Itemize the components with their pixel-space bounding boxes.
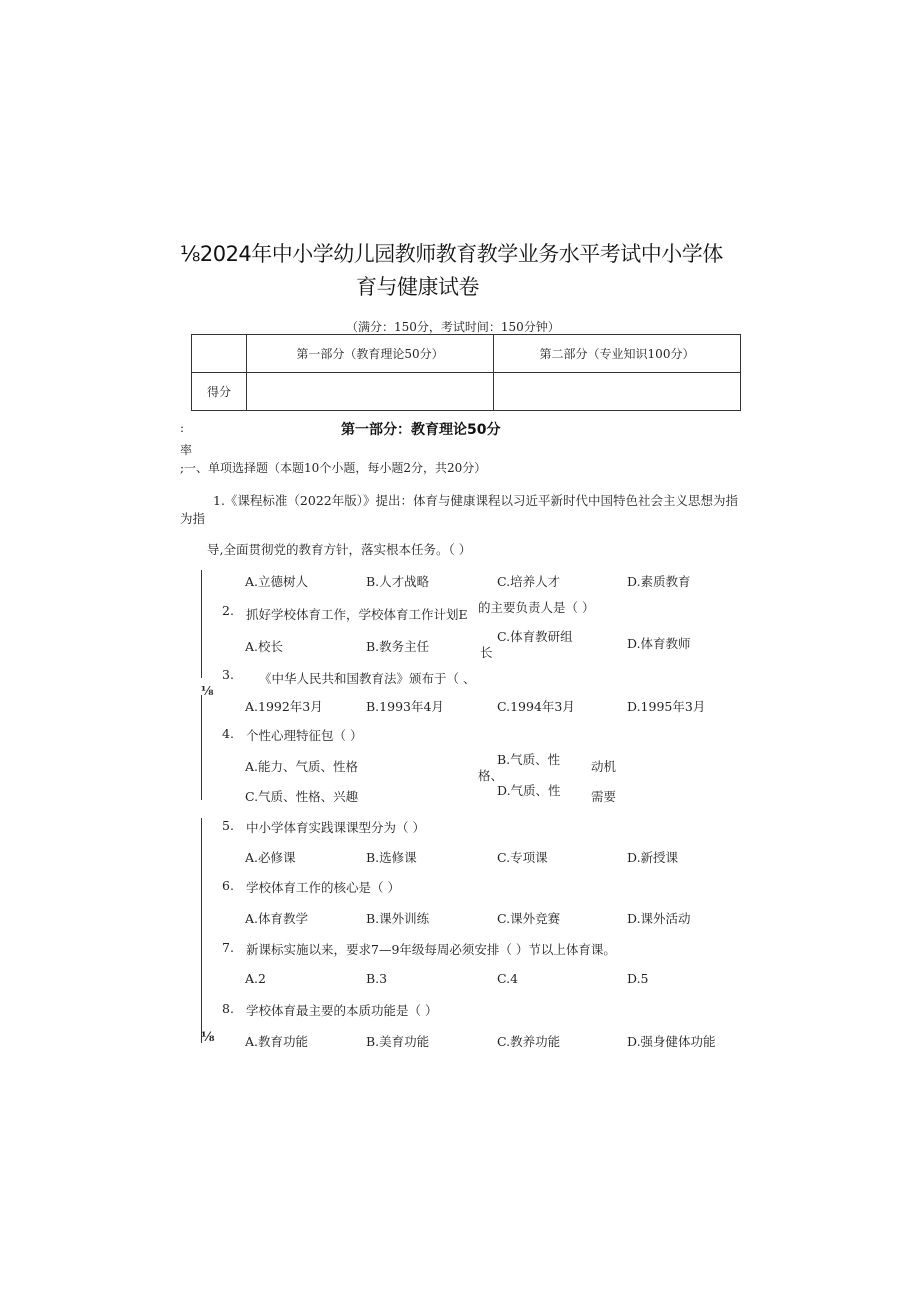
margin-line-3 [201,818,202,1043]
section1-heading: ;一、单项选择题（本题10个小题，每小题2分，共20分） [180,461,487,475]
q1-option-a[interactable]: A.立德树人 [245,574,309,589]
q2-stem-part2: 的主要负责人是（ ） [478,600,595,615]
q2-option-b[interactable]: B.教务主任 [366,639,430,654]
q4-option-d-end: 需要 [591,789,617,804]
q8-option-c[interactable]: C.教养功能 [497,1034,561,1049]
q4-option-c[interactable]: C.气质、性格、兴趣 [245,789,359,804]
q7-stem: 新课标实施以来，要求7—9年级每周必须安排（ ）节以上体育课。 [246,942,616,957]
exam-title-line2: 育与健康试卷 [356,275,479,299]
q2-option-a[interactable]: A.校长 [245,639,284,654]
q5-option-b[interactable]: B.选修课 [366,850,417,865]
margin-line-1 [201,570,202,678]
q1-stem-line2: 导,全面贯彻党的教育方针，落实根本任务。（ ） [207,542,472,557]
q7-option-b[interactable]: B.3 [366,971,388,986]
margin-colon: : [180,421,185,435]
q1-option-b[interactable]: B.人才战略 [366,574,430,589]
q1-stem-line1: 1.《课程标准（2022年版）》提出：体育与健康课程以习近平新时代中国特色社会主义思想为指 [213,493,738,508]
q8-stem: 学校体育最主要的本质功能是（ ） [246,1003,438,1018]
q8-option-d[interactable]: D.强身健体功能 [627,1034,716,1049]
margin-line-2 [201,695,202,800]
q3-option-d[interactable]: D.1995年3月 [627,699,706,714]
score-row-label: 得分 [192,373,247,411]
q8-number: 8. [222,1001,234,1016]
q5-option-a[interactable]: A.必修课 [245,850,296,865]
q2-number: 2. [222,603,234,618]
part1-heading: 第一部分：教育理论50分 [341,422,501,438]
q2-option-c-wrap: 长 [480,645,493,660]
q3-option-c[interactable]: C.1994年3月 [497,699,575,714]
q4-option-b-wrap: 格、 [478,768,504,783]
score-table-header-part2: 第二部分（专业知识100分） [494,335,741,373]
q8-option-b[interactable]: B.美育功能 [366,1034,430,1049]
q4-option-a[interactable]: A.能力、气质、性格 [245,759,359,774]
q4-option-b-end: 动机 [591,759,617,774]
q7-option-d[interactable]: D.5 [627,971,649,986]
q2-stem-part1: 抓好学校体育工作，学校体育工作计划E [246,607,468,622]
q4-number: 4. [222,726,234,741]
q3-option-b[interactable]: B.1993年4月 [366,699,444,714]
q4-stem: 个性心理特征包（ ） [246,728,363,743]
score-cell-part2[interactable] [494,373,741,411]
q3-stem: 《中华人民共和国教育法》颁布于（ 、 [259,671,476,686]
q3-option-a[interactable]: A.1992年3月 [245,699,323,714]
q3-number: 3. [222,667,234,682]
q5-option-c[interactable]: C.专项课 [497,850,548,865]
q7-option-c[interactable]: C.4 [497,971,519,986]
q6-stem: 学校体育工作的核心是（ ） [246,880,400,895]
q1-stem-line1-wrap: 为指 [180,511,206,526]
score-table-header-part1: 第一部分（教育理论50分） [247,335,494,373]
score-table [191,334,741,411]
margin-rate-mark: 率 [180,443,193,457]
q4-option-d[interactable]: D.气质、性 [497,783,561,798]
q1-option-c[interactable]: C.培养人才 [497,574,561,589]
q5-stem: 中小学体育实践课课型分为（ ） [246,820,425,835]
q1-option-d[interactable]: D.素质教育 [627,574,691,589]
q2-option-d[interactable]: D.体育教师 [627,636,691,651]
q6-option-b[interactable]: B.课外训练 [366,911,430,926]
q6-number: 6. [222,878,234,893]
q4-option-b[interactable]: B.气质、性 [497,752,561,767]
q7-option-a[interactable]: A.2 [245,971,266,986]
margin-fraction-mark-2: ⅛ [201,1030,215,1045]
q6-option-a[interactable]: A.体育教学 [245,911,309,926]
q5-number: 5. [222,818,234,833]
exam-info: （满分：150分，考试时间：150分钟） [346,320,560,334]
q2-option-c[interactable]: C.体育教研组 [497,629,573,644]
exam-title-line1: ⅛2024年中小学幼儿园教师教育教学业务水平考试中小学体 [180,242,723,266]
score-cell-part1[interactable] [247,373,494,411]
q6-option-d[interactable]: D.课外活动 [627,911,691,926]
q7-number: 7. [222,940,234,955]
margin-fraction-mark-1: ⅛ [201,684,214,698]
q8-option-a[interactable]: A.教育功能 [245,1034,309,1049]
q6-option-c[interactable]: C.课外竞赛 [497,911,561,926]
q5-option-d[interactable]: D.新授课 [627,850,679,865]
score-table-corner [192,335,247,373]
